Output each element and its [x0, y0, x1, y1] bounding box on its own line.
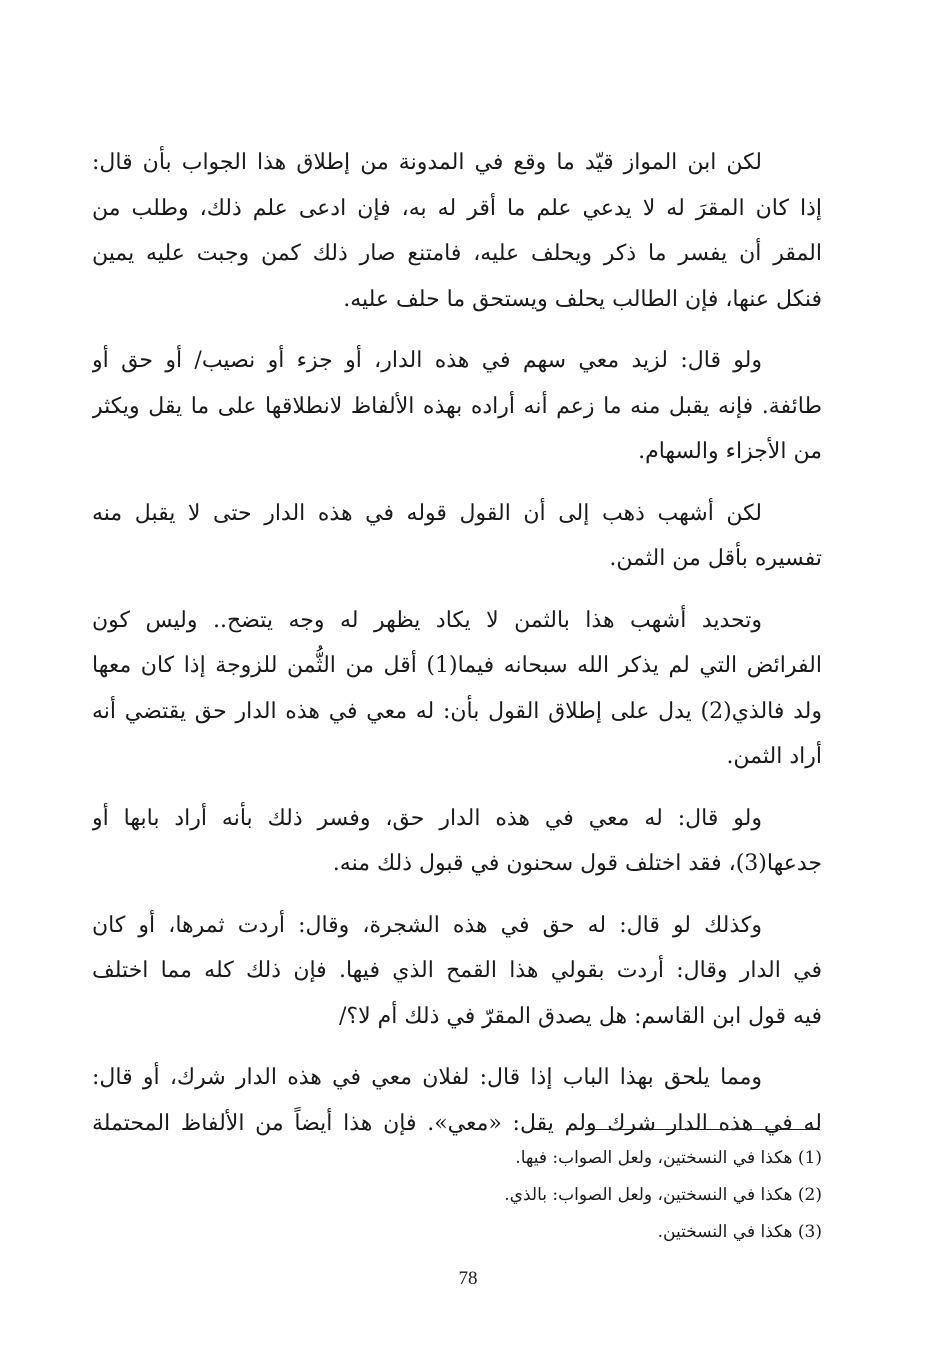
- text-line: لكن ابن المواز قيّد ما وقع في المدونة من إطلاق هذا الجواب بأن قال:: [92, 150, 762, 175]
- text-line: إذا كان المقرَ له لا يدعي علم ما أقر له به، فإن ادعى علم ذلك، وطلب من: [92, 195, 822, 221]
- text-line: ولو قال: لزيد معي سهم في هذه الدار، أو جزء أو نصيب/ أو حق أو: [92, 348, 762, 373]
- paragraph-6: [92, 903, 822, 1040]
- text-line: وكذلك لو قال: له حق في هذه الشجرة، وقال: أردت ثمرها، أو كان: [92, 912, 762, 938]
- footnote-divider: [585, 1129, 820, 1130]
- footnote-2: (2) هكذا في النسختين، ولعل الصواب: بالذي.: [504, 1185, 822, 1205]
- text-line: ولد فالذي(2) يدل على إطلاق القول بأن: له معي في هذه الدار حق يقتضي أنه: [92, 698, 822, 724]
- text-line: ومما يلحق بهذا الباب إذا قال: لفلان معي في هذه الدار شرك، أو قال:: [92, 1065, 762, 1090]
- text-line: لكن أشهب ذهب إلى أن القول قوله في هذه الدار حتى لا يقبل منه: [92, 500, 762, 526]
- text-line: المقر أن يفسر ما ذكر ويحلف عليه، فامتنع صار ذلك كمن وجبت عليه يمين: [92, 241, 822, 266]
- text-line: طائفة. فإنه يقبل منه ما زعم أنه أراده بهذه الألفاظ لانطلاقها على ما يقل ويكثر: [92, 393, 822, 419]
- paragraph-1: [92, 140, 822, 322]
- text-line: وتحديد أشهب هذا بالثمن لا يكاد يظهر له وجه يتضح.. وليس كون: [92, 607, 762, 633]
- text-line: أراد الثمن.: [726, 744, 822, 769]
- main-text: [92, 140, 822, 1162]
- text-line: جدعها(3)، فقد اختلف قول سحنون في قبول ذلك منه.: [332, 851, 822, 876]
- text-line: في الدار وقال: أردت بقولي هذا القمح الذي فيها. فإن ذلك كله مما اختلف: [92, 958, 822, 983]
- paragraph-4: [92, 598, 822, 780]
- text-line: فنكل عنها، فإن الطالب يحلف ويستحق ما حلف عليه.: [343, 286, 822, 312]
- footnote-1: (1) هكذا في النسختين، ولعل الصواب: فيها.: [515, 1148, 822, 1168]
- paragraph-7: [92, 1055, 822, 1146]
- footnote-3: (3) هكذا في النسختين.: [657, 1222, 822, 1242]
- page-number: 78: [458, 1268, 478, 1289]
- paragraph-5: [92, 796, 822, 887]
- text-line: فيه قول ابن القاسم: هل يصدق المقرّ في ذلك أم لا؟/: [338, 1003, 822, 1029]
- paragraph-2: [92, 338, 822, 475]
- footnotes: [350, 1140, 822, 1251]
- text-line: تفسيره بأقل من الثمن.: [609, 546, 822, 571]
- paragraph-3: [92, 491, 822, 582]
- text-line: من الأجزاء والسهام.: [638, 439, 822, 464]
- text-line: الفرائض التي لم يذكر الله سبحانه فيما(1) أقل من الثُّمن للزوجة إذا كان معها: [92, 653, 822, 678]
- text-line: له في هذه الدار شرك ولم يقل: «معي». فإن هذا أيضاً من الألفاظ المحتملة: [92, 1110, 822, 1136]
- text-line: ولو قال: له معي في هذه الدار حق، وفسر ذلك بأنه أراد بابها أو: [92, 805, 762, 831]
